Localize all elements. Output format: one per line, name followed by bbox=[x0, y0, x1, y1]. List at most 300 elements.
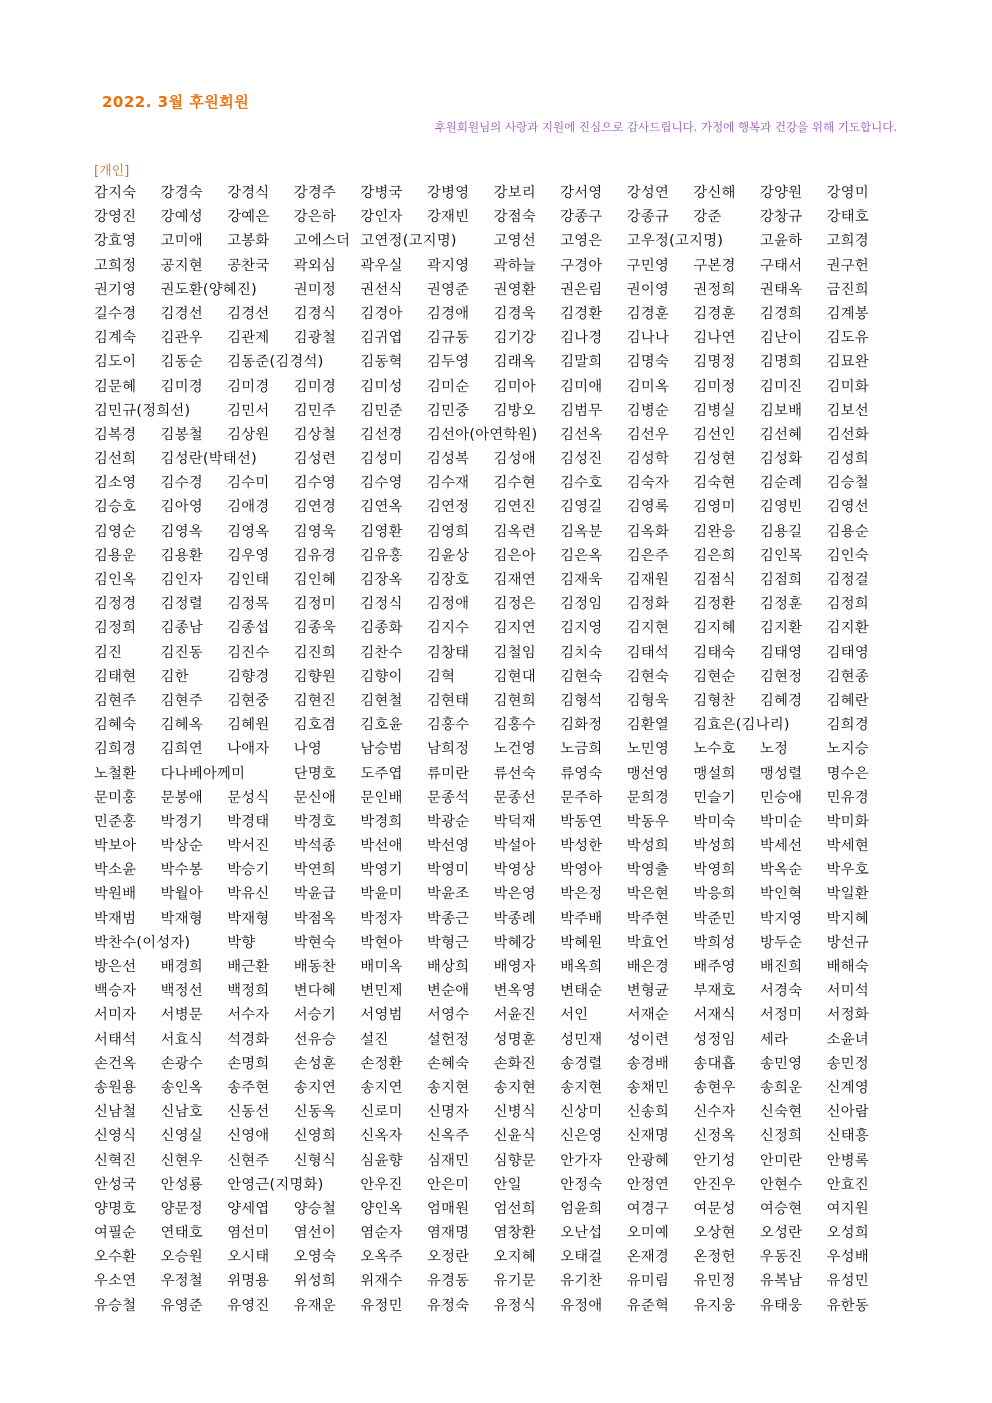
donor-name: 박은현 bbox=[626, 886, 670, 903]
donor-name: 문미홍 bbox=[94, 789, 137, 806]
donor-name: 문성식 bbox=[227, 789, 270, 806]
donor-name: 신현주 bbox=[227, 1152, 270, 1169]
donor-name: 강신해 bbox=[693, 185, 736, 201]
donor-name: 김향경 bbox=[227, 668, 270, 685]
donor-name: 신정희 bbox=[760, 1128, 803, 1145]
donor-name: 서효식 bbox=[160, 1031, 203, 1048]
donor-name: 박종근 bbox=[427, 910, 470, 927]
name-row bbox=[94, 181, 884, 205]
donor-name: 안성룡 bbox=[160, 1176, 203, 1193]
donor-name: 변형균 bbox=[626, 983, 670, 1000]
donor-name: 부재호 bbox=[693, 983, 736, 1000]
donor-name: 강서영 bbox=[560, 185, 603, 201]
donor-name: 박설아 bbox=[493, 838, 536, 855]
donor-name: 감지숙 bbox=[94, 185, 137, 201]
donor-name: 나영 bbox=[293, 741, 323, 758]
donor-name: 박성희 bbox=[693, 838, 736, 855]
donor-name: 유한동 bbox=[826, 1297, 869, 1314]
donor-name: 박혜원 bbox=[560, 934, 603, 951]
donor-name: 김진수 bbox=[227, 644, 270, 661]
donor-name: 안영근(지명화) bbox=[227, 1176, 324, 1193]
donor-name: 단명호 bbox=[293, 765, 337, 782]
donor-name: 안정숙 bbox=[560, 1176, 603, 1193]
donor-name: 김옥화 bbox=[626, 523, 670, 540]
donor-name: 김영욱 bbox=[293, 523, 337, 540]
donor-name: 손명희 bbox=[227, 1055, 270, 1072]
donor-name: 박은정 bbox=[560, 886, 603, 903]
donor-name: 박희성 bbox=[693, 934, 736, 951]
donor-name: 김순례 bbox=[760, 475, 803, 492]
donor-name: 안성국 bbox=[94, 1176, 137, 1193]
donor-name: 신명자 bbox=[427, 1104, 470, 1121]
donor-name: 김승호 bbox=[94, 499, 137, 516]
donor-name: 김봉철 bbox=[160, 426, 203, 443]
name-row bbox=[94, 1197, 884, 1221]
donor-name: 김종섭 bbox=[227, 620, 270, 637]
donor-name: 유성민 bbox=[826, 1273, 869, 1290]
donor-name: 유정민 bbox=[360, 1297, 403, 1314]
donor-name: 박정자 bbox=[360, 910, 403, 927]
donor-name: 김미아 bbox=[493, 378, 536, 395]
donor-name: 송희운 bbox=[760, 1079, 803, 1096]
donor-name: 양명호 bbox=[94, 1200, 137, 1217]
donor-name: 신영애 bbox=[227, 1128, 270, 1145]
donor-name: 배동찬 bbox=[293, 959, 337, 975]
donor-name: 강재빈 bbox=[427, 209, 470, 226]
donor-name: 김민중 bbox=[427, 402, 470, 419]
donor-name: 선유승 bbox=[293, 1031, 337, 1048]
donor-name: 배근환 bbox=[227, 959, 270, 975]
donor-name: 김경희 bbox=[760, 305, 803, 322]
donor-name: 서수자 bbox=[227, 1007, 270, 1024]
name-row bbox=[94, 302, 884, 326]
donor-name: 김현순 bbox=[693, 668, 736, 685]
donor-name: 김용환 bbox=[160, 547, 203, 564]
donor-name: 설헌정 bbox=[427, 1031, 470, 1048]
name-row bbox=[94, 858, 884, 882]
donor-name: 곽하늘 bbox=[493, 257, 536, 274]
donor-name: 김재연 bbox=[493, 572, 536, 588]
donor-name: 박윤조 bbox=[427, 886, 470, 903]
donor-name: 송대흡 bbox=[693, 1055, 736, 1072]
donor-name-grid bbox=[94, 181, 884, 1318]
donor-name: 우동진 bbox=[760, 1249, 803, 1266]
donor-name: 서경숙 bbox=[760, 983, 803, 1000]
donor-name: 위성희 bbox=[293, 1273, 337, 1290]
donor-name: 민승애 bbox=[760, 789, 803, 806]
donor-name: 김정경 bbox=[94, 596, 137, 613]
section-label-individual: [개인] bbox=[94, 164, 130, 179]
donor-name: 유기문 bbox=[493, 1273, 536, 1290]
donor-name: 양문정 bbox=[160, 1200, 203, 1217]
donor-name: 박일환 bbox=[826, 886, 869, 903]
donor-name: 박승기 bbox=[227, 862, 270, 879]
donor-name: 송민영 bbox=[760, 1055, 803, 1072]
donor-name: 김현숙 bbox=[560, 668, 603, 685]
donor-name: 김관제 bbox=[227, 330, 270, 347]
donor-name: 신영식 bbox=[94, 1128, 137, 1145]
donor-name: 공지현 bbox=[160, 257, 203, 274]
donor-name: 소윤녀 bbox=[826, 1031, 869, 1048]
donor-name: 민유경 bbox=[826, 789, 869, 806]
donor-name: 김경훈 bbox=[626, 305, 670, 322]
donor-name: 서영범 bbox=[360, 1007, 403, 1024]
donor-name: 김나나 bbox=[626, 330, 670, 347]
donor-name: 박광순 bbox=[427, 813, 470, 830]
donor-name: 구민영 bbox=[626, 257, 670, 274]
donor-name: 김기강 bbox=[493, 330, 536, 347]
name-row bbox=[94, 592, 884, 616]
donor-name: 신혁진 bbox=[94, 1152, 137, 1169]
donor-name: 온재경 bbox=[626, 1249, 670, 1266]
donor-name: 박선애 bbox=[360, 838, 403, 855]
donor-name: 김정목 bbox=[227, 596, 270, 613]
donor-name: 설진 bbox=[360, 1031, 389, 1048]
donor-name: 염창환 bbox=[493, 1225, 536, 1242]
name-row bbox=[94, 1052, 884, 1076]
donor-name: 김정희 bbox=[826, 596, 869, 613]
donor-name: 김태석 bbox=[626, 644, 670, 661]
donor-name: 엄윤희 bbox=[560, 1200, 603, 1217]
donor-name: 박경태 bbox=[227, 813, 270, 830]
donor-name: 문종선 bbox=[493, 789, 536, 806]
donor-name: 김인숙 bbox=[826, 547, 869, 564]
name-row bbox=[94, 1003, 884, 1027]
donor-name: 신남철 bbox=[94, 1104, 137, 1121]
name-row bbox=[94, 544, 884, 568]
donor-name: 배경희 bbox=[160, 959, 203, 975]
donor-name: 김경애 bbox=[427, 305, 470, 322]
donor-name: 김정미 bbox=[293, 596, 337, 613]
donor-name: 김두영 bbox=[427, 354, 470, 371]
donor-name: 김지수 bbox=[427, 620, 470, 637]
donor-name: 김영환 bbox=[360, 523, 403, 540]
donor-name: 김점식 bbox=[693, 572, 736, 588]
donor-name: 송민정 bbox=[826, 1055, 869, 1072]
name-row bbox=[94, 689, 884, 713]
donor-name: 류영숙 bbox=[560, 765, 603, 782]
donor-name: 배미옥 bbox=[360, 959, 403, 975]
donor-name: 김영희 bbox=[427, 523, 470, 540]
donor-name: 김묘완 bbox=[826, 354, 869, 371]
donor-name: 안미란 bbox=[760, 1152, 803, 1169]
donor-name: 김미옥 bbox=[626, 378, 670, 395]
donor-name: 김연경 bbox=[293, 499, 337, 516]
donor-name: 김인자 bbox=[160, 572, 203, 588]
donor-name: 신동옥 bbox=[293, 1104, 337, 1121]
donor-name: 박미화 bbox=[826, 813, 869, 830]
donor-name: 강창규 bbox=[760, 209, 803, 226]
donor-name: 권기영 bbox=[94, 281, 137, 298]
donor-name: 안현수 bbox=[760, 1176, 803, 1193]
name-row bbox=[94, 641, 884, 665]
donor-name: 송주현 bbox=[227, 1079, 270, 1096]
name-row bbox=[94, 762, 884, 786]
donor-name: 김희경 bbox=[826, 717, 869, 734]
donor-name: 김혜옥 bbox=[160, 717, 203, 734]
donor-name: 김선희 bbox=[94, 451, 137, 468]
donor-name: 신병식 bbox=[493, 1104, 536, 1121]
donor-name: 신상미 bbox=[560, 1104, 603, 1121]
donor-name: 김향원 bbox=[293, 668, 337, 685]
donor-name: 박연희 bbox=[293, 862, 337, 879]
donor-name: 변민제 bbox=[360, 983, 403, 1000]
donor-name: 김찬수 bbox=[360, 644, 403, 661]
donor-name: 김계숙 bbox=[94, 330, 137, 347]
donor-name: 김혁 bbox=[427, 668, 456, 685]
donor-name: 김성복 bbox=[427, 451, 470, 468]
donor-name: 김정화 bbox=[626, 596, 670, 613]
donor-name: 엄매원 bbox=[427, 1200, 470, 1217]
donor-name: 박종례 bbox=[493, 910, 536, 927]
donor-name: 노금희 bbox=[560, 741, 603, 758]
donor-name: 김미경 bbox=[227, 378, 270, 395]
donor-name: 김영옥 bbox=[227, 523, 270, 540]
donor-name: 안효진 bbox=[826, 1176, 869, 1193]
donor-name: 구본경 bbox=[693, 257, 736, 274]
donor-name: 김미경 bbox=[160, 378, 203, 395]
donor-name: 김연옥 bbox=[360, 499, 403, 516]
donor-name: 송경렬 bbox=[560, 1055, 603, 1072]
donor-name: 김범무 bbox=[560, 402, 603, 419]
donor-name: 김재원 bbox=[626, 572, 670, 588]
donor-name: 성정임 bbox=[693, 1031, 736, 1048]
donor-name: 김도이 bbox=[94, 354, 137, 371]
name-row bbox=[94, 882, 884, 906]
donor-name: 김장호 bbox=[427, 572, 470, 588]
donor-name: 서태석 bbox=[94, 1031, 137, 1048]
donor-name: 신옥자 bbox=[360, 1128, 403, 1145]
donor-name: 김숙현 bbox=[693, 475, 736, 492]
donor-name: 손광수 bbox=[160, 1055, 203, 1072]
donor-name: 유정식 bbox=[493, 1297, 536, 1314]
donor-name: 고영선 bbox=[493, 233, 536, 250]
donor-name: 유경동 bbox=[427, 1273, 470, 1290]
donor-name: 박영상 bbox=[493, 862, 536, 879]
donor-name: 성이련 bbox=[626, 1031, 670, 1048]
donor-name: 박영희 bbox=[693, 862, 736, 879]
donor-name: 김미정 bbox=[693, 378, 736, 395]
donor-name: 맹설희 bbox=[693, 765, 736, 782]
donor-name: 김태영 bbox=[760, 644, 803, 661]
donor-name: 신송희 bbox=[626, 1104, 670, 1121]
donor-name: 김경훈 bbox=[693, 305, 736, 322]
donor-name: 서영수 bbox=[427, 1007, 470, 1024]
donor-name: 김연진 bbox=[493, 499, 536, 516]
donor-name: 김민준 bbox=[360, 402, 403, 419]
donor-name: 김종남 bbox=[160, 620, 203, 637]
donor-name: 박월아 bbox=[160, 886, 203, 903]
donor-name: 백정희 bbox=[227, 983, 270, 1000]
donor-name: 박윤미 bbox=[360, 886, 403, 903]
donor-name: 박재범 bbox=[94, 910, 137, 927]
donor-name: 송경배 bbox=[626, 1055, 670, 1072]
donor-name: 오승원 bbox=[160, 1249, 203, 1266]
donor-name: 김정훈 bbox=[760, 596, 803, 613]
donor-name: 변태순 bbox=[560, 983, 603, 1000]
donor-name: 고미애 bbox=[160, 233, 203, 250]
donor-name: 명수은 bbox=[826, 765, 869, 782]
donor-name: 안우진 bbox=[360, 1176, 403, 1193]
name-row bbox=[94, 737, 884, 761]
donor-name: 김나연 bbox=[693, 330, 736, 347]
donor-name: 맹선영 bbox=[626, 765, 670, 782]
donor-name: 서정화 bbox=[826, 1007, 869, 1024]
donor-name: 유복남 bbox=[760, 1273, 803, 1290]
donor-name: 김은아 bbox=[493, 547, 536, 564]
donor-name: 신윤식 bbox=[493, 1128, 536, 1145]
name-row bbox=[94, 616, 884, 640]
donor-name: 신영실 bbox=[160, 1128, 203, 1145]
donor-name: 김성애 bbox=[493, 451, 536, 468]
donor-name: 오성희 bbox=[826, 1225, 869, 1242]
donor-name: 박미순 bbox=[760, 813, 803, 830]
donor-name: 김현중 bbox=[227, 692, 270, 709]
name-row bbox=[94, 1294, 884, 1318]
donor-name: 강경숙 bbox=[160, 185, 203, 201]
donor-name: 김현진 bbox=[293, 692, 337, 709]
donor-name: 김효은(김나리) bbox=[693, 717, 790, 734]
donor-name: 박은영 bbox=[493, 886, 536, 903]
donor-name: 권은림 bbox=[560, 281, 603, 298]
donor-name: 유준혁 bbox=[626, 1297, 670, 1314]
donor-name: 김말희 bbox=[560, 354, 603, 371]
donor-name: 곽우실 bbox=[360, 257, 403, 274]
donor-name: 김선아(아연학원) bbox=[427, 426, 538, 443]
donor-name: 김현주 bbox=[94, 692, 137, 709]
donor-name: 강병영 bbox=[427, 185, 470, 201]
donor-name: 김정애 bbox=[427, 596, 470, 613]
donor-name: 박덕재 bbox=[493, 813, 536, 830]
donor-name: 김성희 bbox=[826, 451, 869, 468]
donor-name: 김경아 bbox=[360, 305, 403, 322]
donor-name: 김정환 bbox=[693, 596, 736, 613]
donor-name: 신동선 bbox=[227, 1104, 270, 1121]
donor-name: 염순자 bbox=[360, 1225, 403, 1242]
donor-name: 김철임 bbox=[493, 644, 536, 661]
donor-name: 우성배 bbox=[826, 1249, 869, 1266]
donor-name: 권태옥 bbox=[760, 281, 803, 298]
donor-name: 우소연 bbox=[94, 1273, 137, 1290]
donor-name: 박응희 bbox=[693, 886, 736, 903]
donor-name: 김민서 bbox=[227, 402, 270, 419]
donor-name: 손화진 bbox=[493, 1055, 536, 1072]
donor-name: 문인배 bbox=[360, 789, 403, 806]
donor-name: 김명정 bbox=[693, 354, 736, 371]
donor-name: 김선인 bbox=[693, 426, 736, 443]
donor-name: 고에스더 bbox=[293, 233, 351, 250]
name-row bbox=[94, 423, 884, 447]
donor-name: 김형석 bbox=[560, 692, 603, 709]
donor-name: 박현아 bbox=[360, 934, 403, 951]
donor-name: 김상원 bbox=[227, 426, 270, 443]
donor-name: 김선화 bbox=[826, 426, 869, 443]
donor-name: 염재명 bbox=[427, 1225, 470, 1242]
donor-name: 송지연 bbox=[293, 1079, 337, 1096]
donor-name: 서정미 bbox=[760, 1007, 803, 1024]
donor-name: 오상현 bbox=[693, 1225, 736, 1242]
donor-name: 신로미 bbox=[360, 1104, 403, 1121]
donor-name: 김형찬 bbox=[693, 692, 736, 709]
donor-name: 백정선 bbox=[160, 983, 203, 1000]
donor-name: 오옥주 bbox=[360, 1249, 403, 1266]
donor-name: 김희연 bbox=[160, 741, 203, 758]
donor-name: 박상순 bbox=[160, 838, 203, 855]
donor-name: 박유신 bbox=[227, 886, 270, 903]
donor-name: 강인자 bbox=[360, 209, 403, 226]
donor-name: 신정옥 bbox=[693, 1128, 736, 1145]
donor-name: 고연정(고지명) bbox=[360, 233, 457, 250]
donor-name: 김호윤 bbox=[360, 717, 403, 734]
name-row bbox=[94, 979, 884, 1003]
donor-name: 염선이 bbox=[293, 1225, 337, 1242]
name-row bbox=[94, 955, 884, 979]
donor-name: 문희경 bbox=[626, 789, 670, 806]
donor-name: 양승철 bbox=[293, 1200, 337, 1217]
donor-name: 엄선희 bbox=[493, 1200, 536, 1217]
donor-name: 서승기 bbox=[293, 1007, 337, 1024]
donor-name: 김지환 bbox=[826, 620, 869, 637]
donor-name: 안가자 bbox=[560, 1152, 603, 1169]
donor-name: 김현종 bbox=[826, 668, 869, 685]
donor-name: 서미석 bbox=[826, 983, 869, 1000]
donor-name: 신계영 bbox=[826, 1079, 869, 1096]
donor-name: 강보리 bbox=[493, 185, 536, 201]
donor-name: 고우정(고지명) bbox=[626, 233, 724, 250]
donor-name: 오난섭 bbox=[560, 1225, 603, 1242]
donor-name: 김규동 bbox=[427, 330, 470, 347]
donor-name: 김은옥 bbox=[560, 547, 603, 564]
donor-name: 강태호 bbox=[826, 209, 869, 226]
donor-name: 김보선 bbox=[826, 402, 869, 419]
donor-name: 세라 bbox=[760, 1031, 789, 1048]
donor-name: 송지현 bbox=[427, 1079, 470, 1096]
donor-name: 김유경 bbox=[293, 547, 337, 564]
donor-name: 오영숙 bbox=[293, 1249, 337, 1266]
donor-name: 김지영 bbox=[560, 620, 603, 637]
donor-name: 김미진 bbox=[760, 378, 803, 395]
donor-name: 김선혜 bbox=[760, 426, 803, 443]
donor-name: 송채민 bbox=[626, 1079, 670, 1096]
donor-name: 노수호 bbox=[693, 741, 736, 758]
donor-name: 김동순 bbox=[160, 354, 203, 371]
name-row bbox=[94, 810, 884, 834]
donor-name: 염선미 bbox=[227, 1225, 270, 1242]
donor-name: 김동준(김경석) bbox=[227, 354, 324, 371]
donor-name: 김종화 bbox=[360, 620, 403, 637]
name-row bbox=[94, 447, 884, 471]
donor-name: 오성란 bbox=[760, 1225, 803, 1242]
donor-name: 김영선 bbox=[826, 499, 869, 516]
donor-name: 김호겸 bbox=[293, 717, 337, 734]
donor-name: 김진동 bbox=[160, 644, 203, 661]
donor-name: 신형식 bbox=[293, 1152, 337, 1169]
name-row bbox=[94, 1124, 884, 1148]
donor-name: 김우영 bbox=[227, 547, 270, 564]
donor-name: 김형욱 bbox=[626, 692, 670, 709]
name-row bbox=[94, 786, 884, 810]
donor-name: 안진우 bbox=[693, 1176, 736, 1193]
donor-name: 유영진 bbox=[227, 1297, 270, 1314]
name-row bbox=[94, 1076, 884, 1100]
donor-name: 송현우 bbox=[693, 1079, 736, 1096]
donor-name: 노철환 bbox=[94, 765, 137, 782]
donor-name: 강영미 bbox=[826, 185, 869, 201]
donor-name: 권이영 bbox=[626, 281, 670, 298]
donor-name: 박성희 bbox=[626, 838, 670, 855]
thanks-message: 후원회원님의 사랑과 지원에 진심으로 감사드립니다. 가정에 행복과 건강을 위해 기도합니다. bbox=[434, 120, 897, 134]
donor-name: 길수경 bbox=[94, 305, 137, 322]
